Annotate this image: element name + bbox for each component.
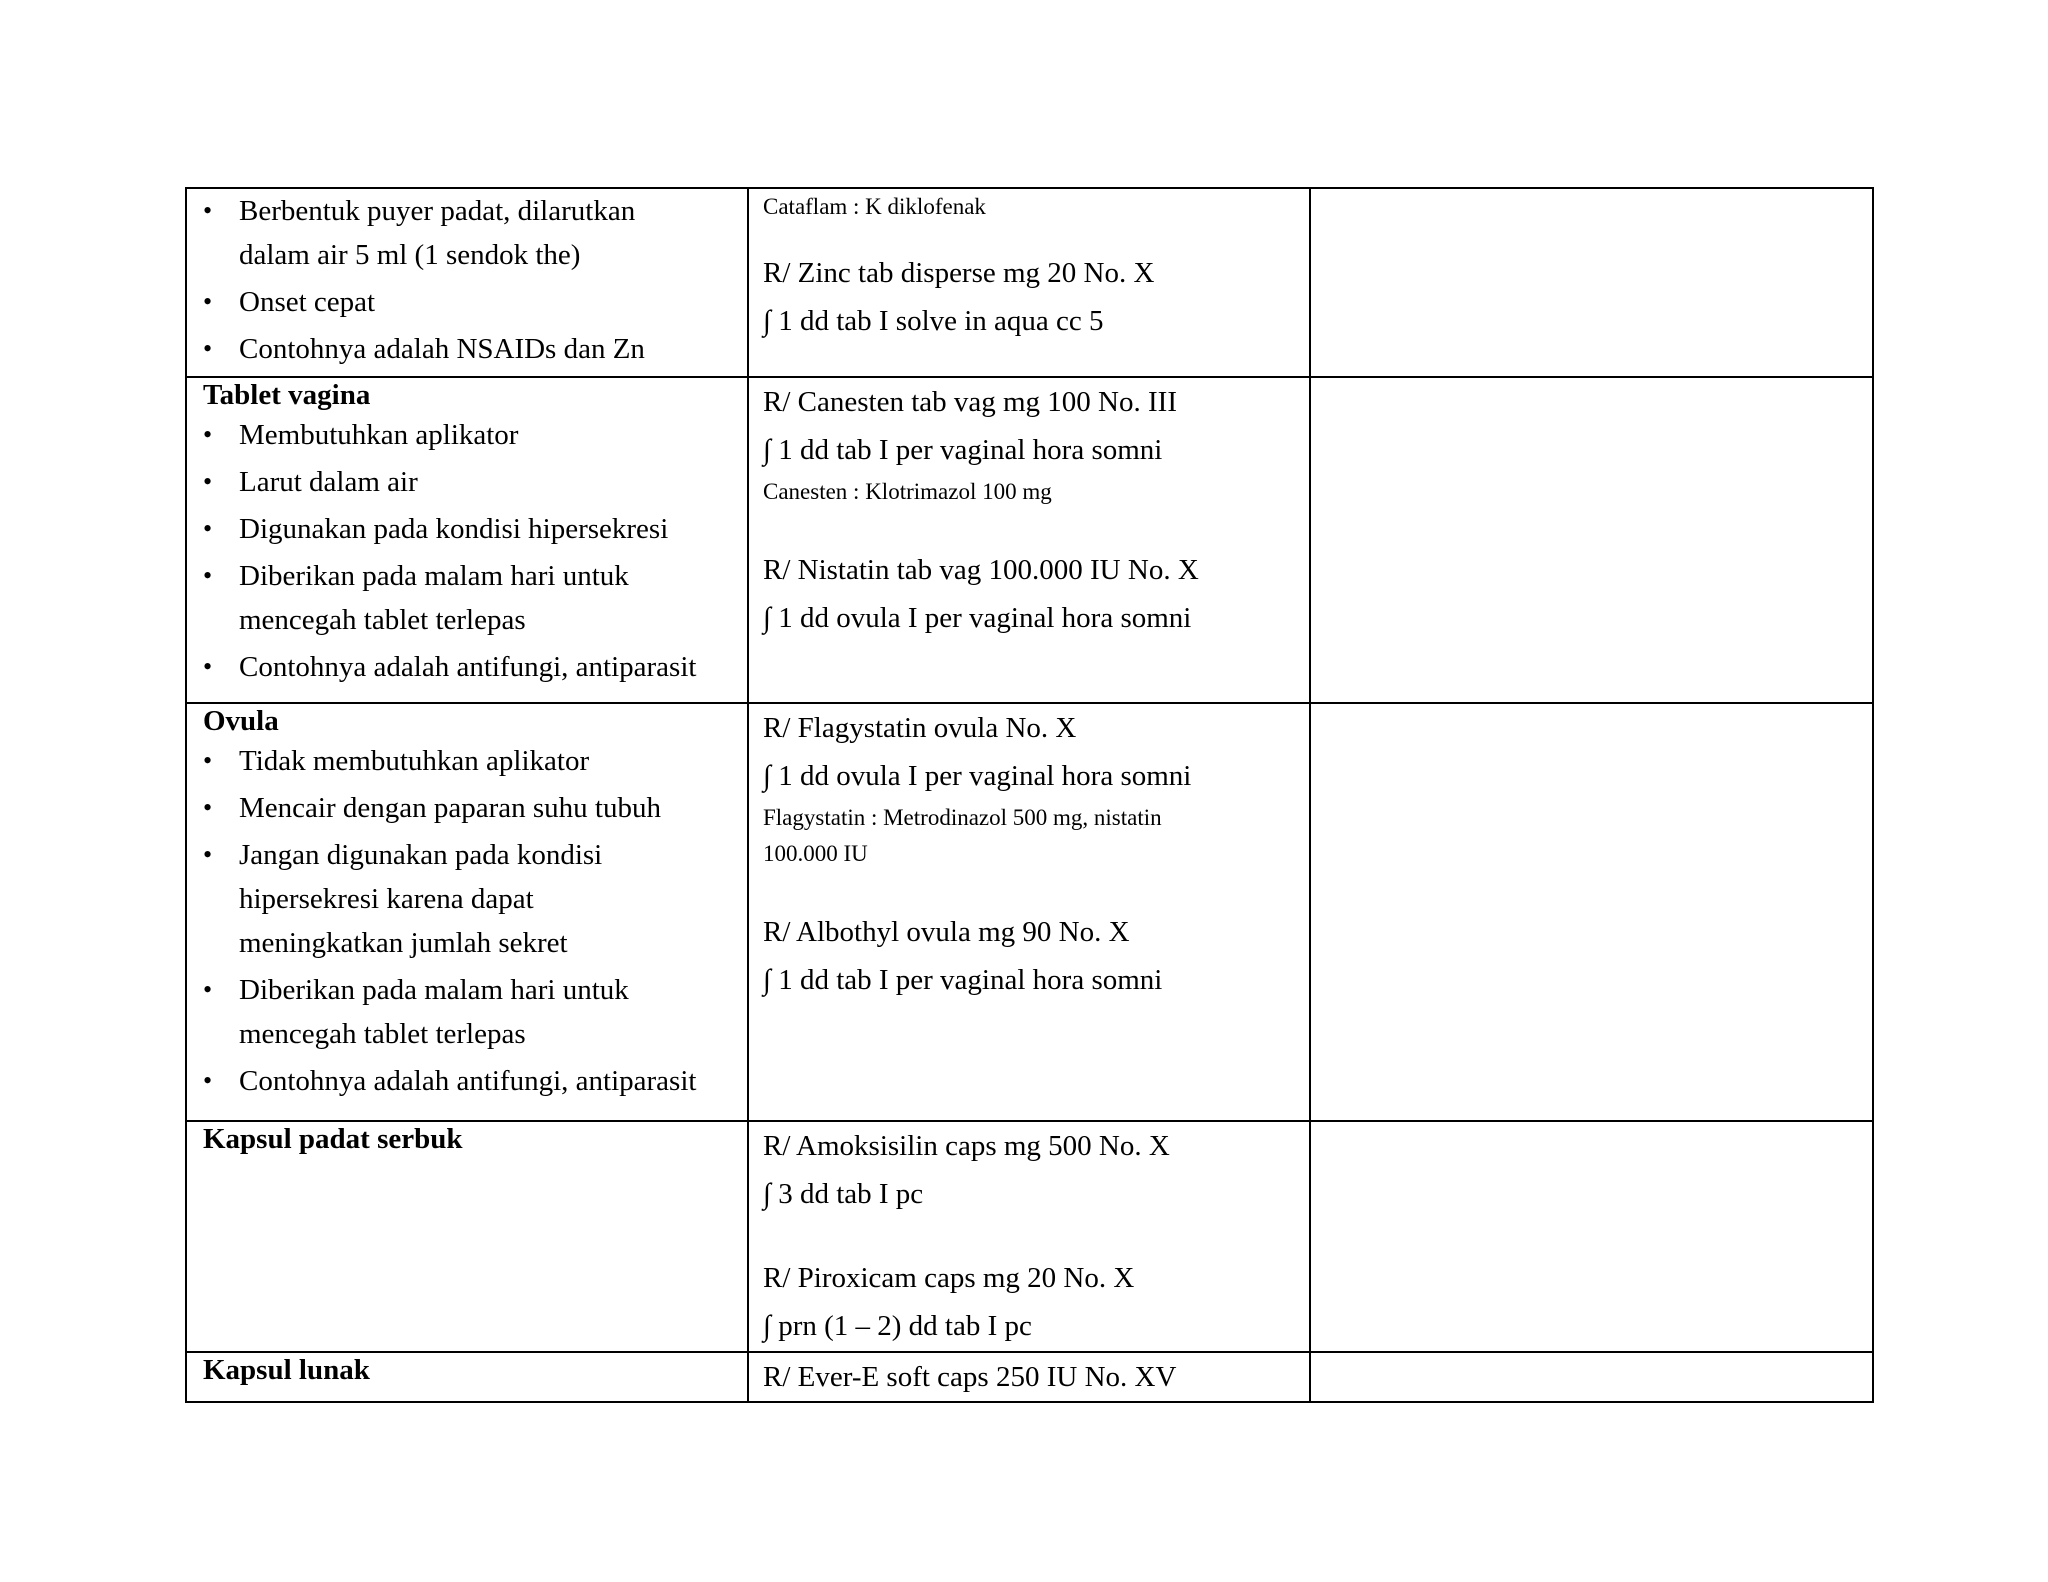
form-description-cell <box>186 1121 748 1352</box>
list-item: • Membutuhkan aplikator <box>203 413 737 457</box>
empty-cell <box>1310 1352 1873 1402</box>
prescription-cell <box>748 1352 1310 1402</box>
rx-line: R/ Flagystatin ovula No. X <box>763 712 1077 744</box>
empty-cell <box>1310 188 1873 377</box>
prescription-cell <box>748 1121 1310 1352</box>
signa-line: ∫ 1 dd ovula I per vaginal hora somni <box>763 760 1192 792</box>
list-item: • Diberikan pada malam hari untuk mencegah tablet terlepas <box>203 554 737 642</box>
list-item: • Digunakan pada kondisi hipersekresi <box>203 507 737 551</box>
drug-note: Flagystatin : Metrodinazol 500 mg, nistatin <box>763 805 1162 830</box>
section-heading: Ovula <box>203 705 279 737</box>
form-description-cell <box>186 188 748 377</box>
section-heading: Kapsul lunak <box>203 1354 370 1386</box>
rx-line: R/ Albothyl ovula mg 90 No. X <box>763 916 1130 948</box>
bullet-list <box>203 413 737 689</box>
empty-cell <box>1310 1121 1873 1352</box>
list-item: • Contohnya adalah antifungi, antiparasit <box>203 645 737 689</box>
list-item: • Tidak membutuhkan aplikator <box>203 739 737 783</box>
list-item: • Mencair dengan paparan suhu tubuh <box>203 786 737 830</box>
list-item: • Contohnya adalah antifungi, antiparasit <box>203 1059 737 1103</box>
prescription-cell <box>748 703 1310 1121</box>
prescription-table <box>185 187 1874 1403</box>
drug-note: 100.000 IU <box>763 841 868 866</box>
drug-note: Canesten : Klotrimazol 100 mg <box>763 479 1052 504</box>
rx-line: R/ Ever-E soft caps 250 IU No. XV <box>763 1361 1177 1393</box>
list-item: • Contohnya adalah NSAIDs dan Zn <box>203 327 737 371</box>
rx-line: R/ Nistatin tab vag 100.000 IU No. X <box>763 554 1199 586</box>
section-heading: Tablet vagina <box>203 379 371 411</box>
list-item: • Jangan digunakan pada kondisi hipersekresi karena dapat meningkatkan jumlah sekret <box>203 833 737 965</box>
table-row <box>186 1352 1873 1402</box>
section-heading: Kapsul padat serbuk <box>203 1123 463 1155</box>
table-row <box>186 377 1873 703</box>
rx-line: R/ Amoksisilin caps mg 500 No. X <box>763 1130 1170 1162</box>
signa-line: ∫ 3 dd tab I pc <box>763 1178 924 1210</box>
table-row <box>186 1121 1873 1352</box>
list-item: • Diberikan pada malam hari untuk mencegah tablet terlepas <box>203 968 737 1056</box>
signa-line: ∫ prn (1 – 2) dd tab I pc <box>763 1310 1032 1342</box>
empty-cell <box>1310 377 1873 703</box>
prescription-cell <box>748 377 1310 703</box>
drug-note: Cataflam : K diklofenak <box>763 194 986 219</box>
empty-cell <box>1310 703 1873 1121</box>
signa-line: ∫ 1 dd ovula I per vaginal hora somni <box>763 602 1192 634</box>
bullet-list <box>203 189 737 371</box>
form-description-cell <box>186 377 748 703</box>
bullet-list <box>203 739 737 1103</box>
table-row <box>186 188 1873 377</box>
form-description-cell <box>186 703 748 1121</box>
rx-line: R/ Zinc tab disperse mg 20 No. X <box>763 257 1155 289</box>
prescription-cell <box>748 188 1310 377</box>
rx-line: R/ Canesten tab vag mg 100 No. III <box>763 386 1177 418</box>
list-item: • Larut dalam air <box>203 460 737 504</box>
list-item: • Onset cepat <box>203 280 737 324</box>
list-item: • Berbentuk puyer padat, dilarutkan dalam air 5 ml (1 sendok the) <box>203 189 737 277</box>
signa-line: ∫ 1 dd tab I per vaginal hora somni <box>763 434 1163 466</box>
signa-line: ∫ 1 dd tab I solve in aqua cc 5 <box>763 305 1104 337</box>
form-description-cell <box>186 1352 748 1402</box>
table-row <box>186 703 1873 1121</box>
signa-line: ∫ 1 dd tab I per vaginal hora somni <box>763 964 1163 996</box>
rx-line: R/ Piroxicam caps mg 20 No. X <box>763 1262 1135 1294</box>
